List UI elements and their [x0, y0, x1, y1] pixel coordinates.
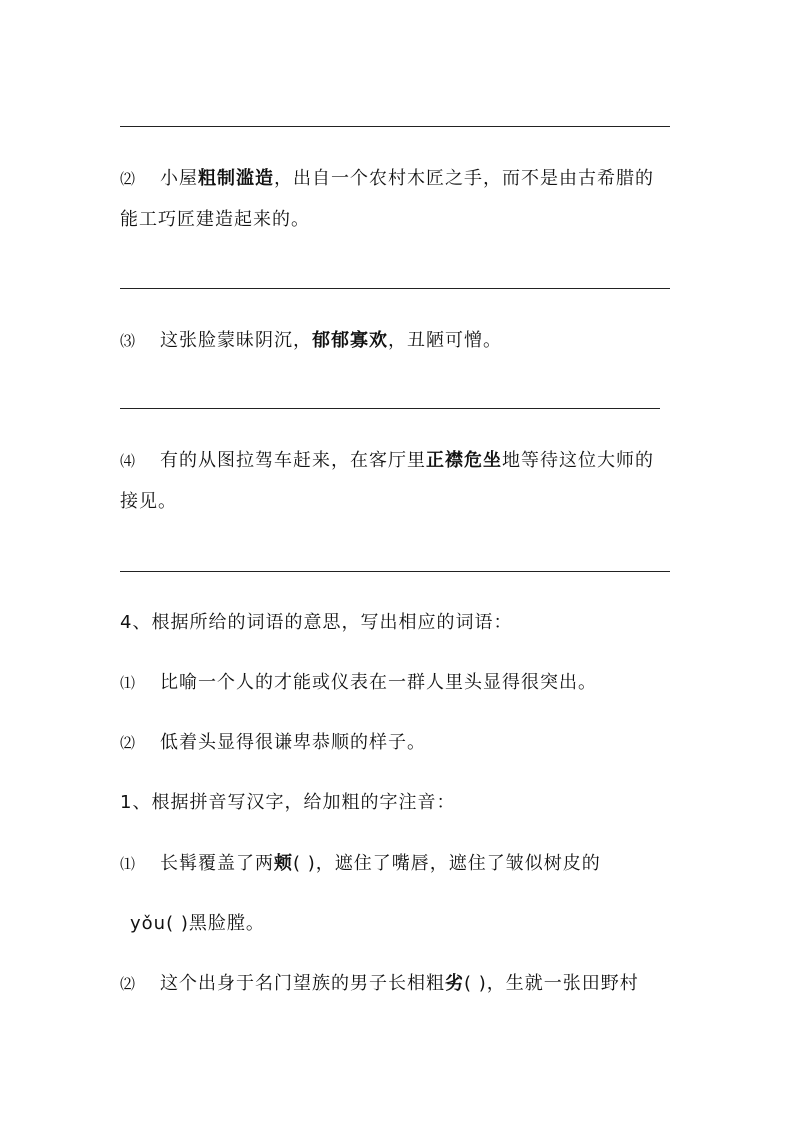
question-4-item-2: [120, 731, 426, 755]
bold-term: 颊: [274, 853, 293, 874]
item-text-pre: 长髯覆盖了两: [160, 853, 274, 874]
question-4-heading: 4、根据所给的词语的意思，写出相应的词语：: [120, 612, 513, 633]
answer-line-4: [120, 571, 670, 572]
item-text-post: ( )，遮住了嘴唇，遮住了皱似树皮的: [293, 853, 601, 874]
question-3-item-2-continuation: 能工巧匠建造起来的。: [120, 209, 310, 230]
item-text-post: ，丑陋可憎。: [388, 330, 502, 351]
item-text-post: 地等待这位大师的: [502, 450, 654, 471]
item-number: ⑵: [120, 170, 137, 188]
bold-term: 劣: [445, 973, 464, 994]
question-3-item-4-continuation: 接见。: [120, 491, 177, 512]
item-text-post: ，出自一个农村木匠之手，而不是由古希腊的: [274, 168, 654, 189]
bold-term: 正襟危坐: [426, 450, 502, 471]
answer-line-3: [120, 408, 660, 409]
item-text-post: ( )，生就一张田野村: [464, 973, 639, 994]
bold-term: 郁郁寡欢: [312, 330, 388, 351]
question-3-item-3: [120, 329, 502, 353]
question-1-item-1: [120, 852, 601, 876]
item-text: 比喻一个人的才能或仪表在一群人里头显得很突出。: [160, 672, 597, 693]
bold-term: 粗制滥造: [198, 168, 274, 189]
question-1-heading: 1、根据拼音写汉字，给加粗的字注音：: [120, 792, 456, 813]
item-text-pre: 小屋: [160, 168, 198, 189]
question-1-item-2: [120, 972, 639, 996]
question-3-item-4: [120, 449, 654, 473]
answer-line-2: [120, 288, 670, 289]
item-number: ⑷: [120, 452, 137, 470]
item-number: ⑴: [120, 674, 137, 692]
item-text-pre: 有的从图拉驾车赶来，在客厅里: [160, 450, 426, 471]
question-3-item-2: [120, 167, 654, 191]
item-number: ⑵: [120, 975, 137, 993]
question-1-item-1-continuation: yǒu( )黑脸膛。: [130, 913, 265, 934]
item-text: 低着头显得很谦卑恭顺的样子。: [160, 732, 426, 753]
item-text-pre: 这张脸蒙昧阴沉，: [160, 330, 312, 351]
item-text-pre: 这个出身于名门望族的男子长相粗: [160, 973, 445, 994]
answer-line-1: [120, 126, 670, 127]
item-number: ⑴: [120, 855, 137, 873]
item-number: ⑶: [120, 332, 137, 350]
question-4-item-1: [120, 671, 597, 695]
item-number: ⑵: [120, 734, 137, 752]
